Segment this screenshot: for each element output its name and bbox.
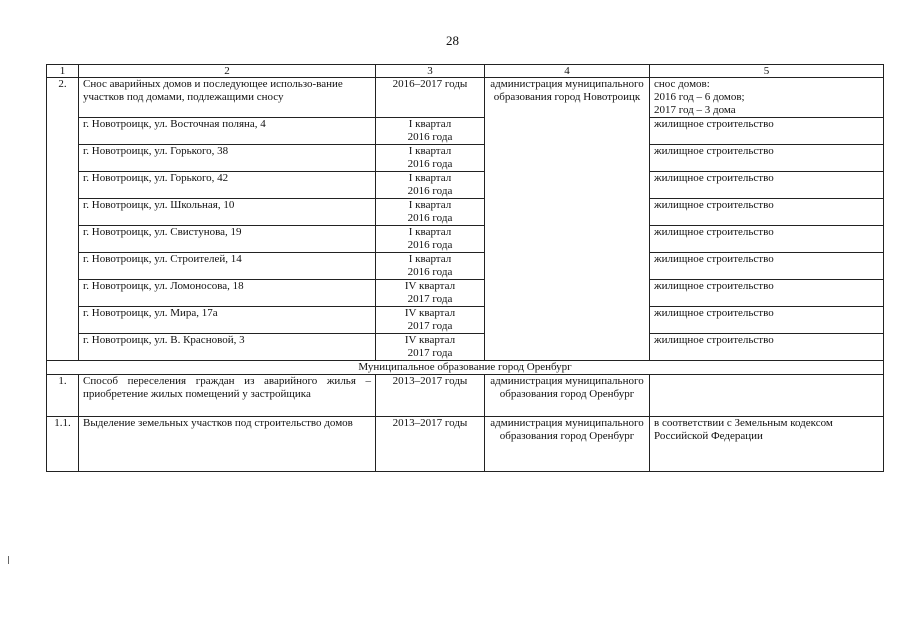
measure-title: Способ переселения граждан из аварийного жилья – приобретение жилых помещений у застройщика xyxy=(79,375,376,417)
table-row xyxy=(47,253,884,280)
executor-cell: администрация муниципального образования город Оренбург xyxy=(485,375,650,417)
table-row xyxy=(47,172,884,199)
table-row xyxy=(47,334,884,361)
result-cell: жилищное строительство xyxy=(650,334,884,361)
section-title: Муниципальное образование город Оренбург xyxy=(47,361,884,375)
column-header: 3 xyxy=(376,65,485,78)
scan-mark xyxy=(8,556,9,564)
result-cell: жилищное строительство xyxy=(650,145,884,172)
table-row xyxy=(47,375,884,417)
page-number: 28 xyxy=(446,33,459,48)
period-cell: I квартал 2016 года xyxy=(376,145,485,172)
address-cell: г. Новотроицк, ул. Горького, 38 xyxy=(79,145,376,172)
column-header: 4 xyxy=(485,65,650,78)
result-cell xyxy=(650,375,884,417)
measure-title: Выделение земельных участков под строительство домов xyxy=(79,417,376,472)
measure-title: Снос аварийных домов и последующее использо-вание участков под домами, подлежащими сносу xyxy=(79,78,376,118)
column-header: 2 xyxy=(79,65,376,78)
address-cell: г. Новотроицк, ул. Свистунова, 19 xyxy=(79,226,376,253)
table-row xyxy=(47,78,884,118)
item-number: 2. xyxy=(47,78,79,361)
item-number: 1. xyxy=(47,375,79,417)
period-cell: IV квартал 2017 года xyxy=(376,334,485,361)
column-header: 5 xyxy=(650,65,884,78)
period-cell: IV квартал 2017 года xyxy=(376,307,485,334)
result-cell: жилищное строительство xyxy=(650,307,884,334)
address-cell: г. Новотроицк, ул. Строителей, 14 xyxy=(79,253,376,280)
period-cell: I квартал 2016 года xyxy=(376,118,485,145)
period-cell: I квартал 2016 года xyxy=(376,253,485,280)
result-cell: жилищное строительство xyxy=(650,199,884,226)
result-cell: снос домов: 2016 год – 6 домов; 2017 год – 3 дома xyxy=(650,78,884,118)
result-cell: жилищное строительство xyxy=(650,226,884,253)
table-row xyxy=(47,145,884,172)
table-row xyxy=(47,199,884,226)
address-cell: г. Новотроицк, ул. Ломоносова, 18 xyxy=(79,280,376,307)
period-cell: 2013–2017 годы xyxy=(376,375,485,417)
address-cell: г. Новотроицк, ул. В. Красновой, 3 xyxy=(79,334,376,361)
table-row xyxy=(47,307,884,334)
period-cell: I квартал 2016 года xyxy=(376,199,485,226)
item-number: 1.1. xyxy=(47,417,79,472)
period-cell: IV квартал 2017 года xyxy=(376,280,485,307)
table-row xyxy=(47,417,884,472)
measures-table xyxy=(46,64,884,472)
table-row xyxy=(47,118,884,145)
period-cell: 2016–2017 годы xyxy=(376,78,485,118)
section-row xyxy=(47,361,884,375)
executor-cell: администрация муниципального образования город Оренбург xyxy=(485,417,650,472)
result-cell: жилищное строительство xyxy=(650,253,884,280)
address-cell: г. Новотроицк, ул. Горького, 42 xyxy=(79,172,376,199)
header-row xyxy=(47,65,884,78)
period-cell: I квартал 2016 года xyxy=(376,172,485,199)
column-header: 1 xyxy=(47,65,79,78)
result-cell: жилищное строительство xyxy=(650,280,884,307)
period-cell: 2013–2017 годы xyxy=(376,417,485,472)
address-cell: г. Новотроицк, ул. Мира, 17а xyxy=(79,307,376,334)
table-row xyxy=(47,226,884,253)
address-cell: г. Новотроицк, ул. Школьная, 10 xyxy=(79,199,376,226)
address-cell: г. Новотроицк, ул. Восточная поляна, 4 xyxy=(79,118,376,145)
executor-cell: администрация муниципального образования город Новотроицк xyxy=(485,78,650,361)
period-cell: I квартал 2016 года xyxy=(376,226,485,253)
result-cell: жилищное строительство xyxy=(650,172,884,199)
result-cell: в соответствии с Земельным кодексом Российской Федерации xyxy=(650,417,884,472)
table-row xyxy=(47,280,884,307)
result-cell: жилищное строительство xyxy=(650,118,884,145)
